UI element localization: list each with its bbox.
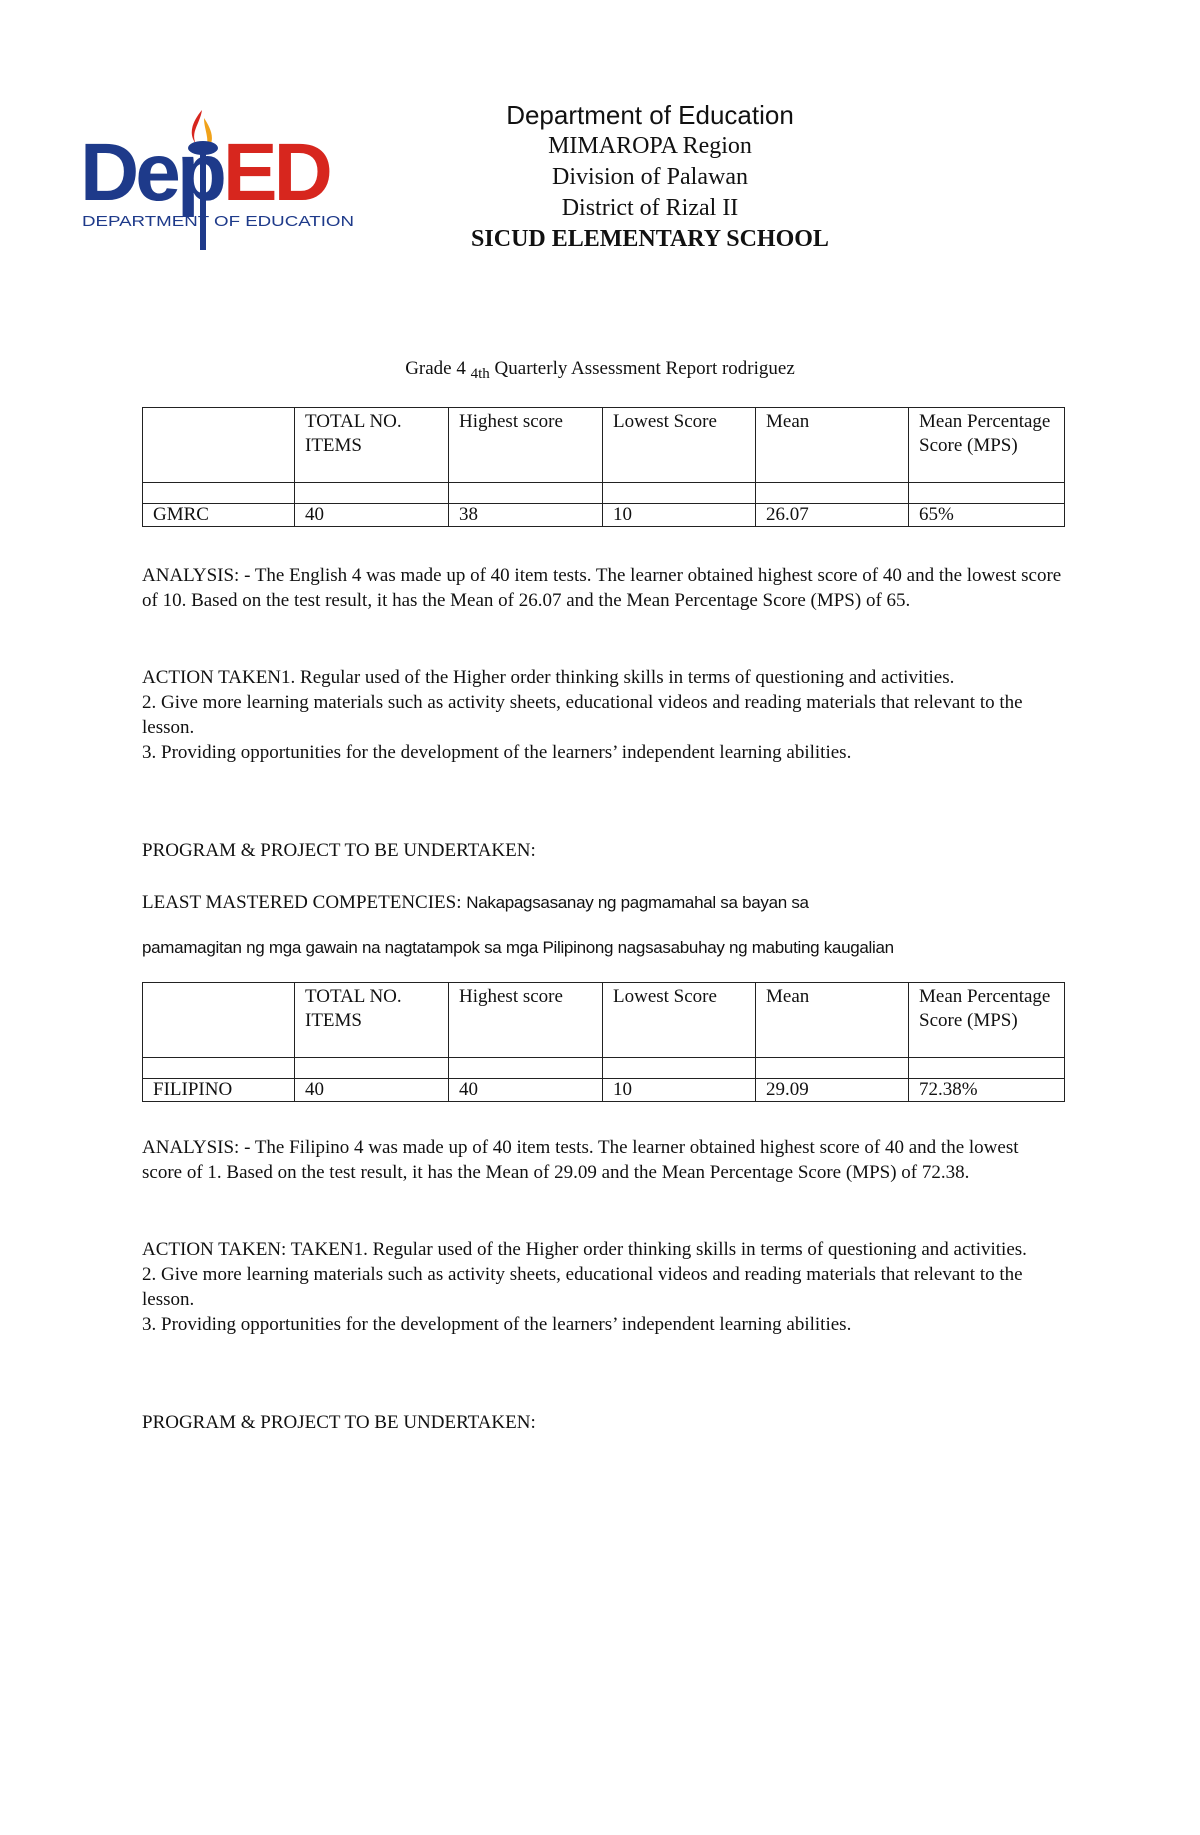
highest-score-cell: 38 [449, 504, 603, 527]
least-mastered-competencies [142, 890, 1062, 915]
header-cell: Mean Percentage Score (MPS) [909, 408, 1065, 483]
school-name: SICUD ELEMENTARY SCHOOL [471, 226, 829, 252]
gmrc-action-taken: ACTION TAKEN1. Regular used of the Higher order thinking skills in terms of questioning and activities. 2. Give more learning materials such as activity sheets, educational videos and reading materials that relevant to the lesson. 3. Providing opportunities for the development of the learners’ independent learning abilities. [142, 667, 1023, 763]
table-row [143, 504, 1065, 527]
mean-cell: 26.07 [756, 504, 909, 527]
total-items-cell: 40 [295, 1079, 449, 1102]
header-cell: Mean [756, 983, 909, 1058]
total-items-cell: 40 [295, 504, 449, 527]
filipino-analysis: ANALYSIS: - The Filipino 4 was made up of 40 item tests. The learner obtained highest score of 40 and the lowest score of 1. Based on the test result, it has the Mean of 29.09 and the Mean Percentage Score (MPS) of 72.38. [142, 1137, 1019, 1183]
lowest-score-cell: 10 [603, 1079, 756, 1102]
lowest-score-cell: 10 [603, 504, 756, 527]
header-cell: Highest score [449, 408, 603, 483]
lmc-continuation: pamamagitan ng mga gawain na nagtatampok sa mga Pilipinong nagsasabuhay ng mabuting kaugalian [142, 938, 894, 957]
blank-row [143, 483, 1065, 504]
district-name: District of Rizal II [561, 195, 739, 221]
logo-text: DepED [80, 127, 329, 218]
header-cell: Highest score [449, 983, 603, 1058]
highest-score-cell: 40 [449, 1079, 603, 1102]
gmrc-analysis: ANALYSIS: - The English 4 was made up of 40 item tests. The learner obtained highest score of 40 and the lowest score of 10. Based on the test result, it has the Mean of 26.07 and the Mean Percentage Score (MPS) of 65. [142, 565, 1062, 611]
table-header-row [143, 983, 1065, 1058]
lmc-label: LEAST MASTERED COMPETENCIES: [142, 892, 467, 913]
header-cell [143, 983, 295, 1058]
header-cell: Mean Percentage Score (MPS) [909, 983, 1065, 1058]
mean-cell: 29.09 [756, 1079, 909, 1102]
division-name: Division of Palawan [552, 164, 748, 190]
report-title: Grade 4 $_{4th}$ Quarterly Assessment Report rodriguez [405, 358, 795, 382]
letterhead [330, 100, 970, 255]
subject-cell: FILIPINO [143, 1079, 295, 1102]
filipino-program: PROGRAM & PROJECT TO BE UNDERTAKEN: [142, 1412, 536, 1433]
header-cell: TOTAL NO. ITEMS [295, 408, 449, 483]
mps-cell: 72.38% [909, 1079, 1065, 1102]
header-cell: Lowest Score [603, 983, 756, 1058]
mps-cell: 65% [909, 504, 1065, 527]
gmrc-score-table [142, 407, 1065, 527]
subject-cell: GMRC [143, 504, 295, 527]
deped-logo [80, 108, 355, 253]
header-cell [143, 408, 295, 483]
department-name: Department of Education [506, 100, 794, 130]
header-cell: TOTAL NO. ITEMS [295, 983, 449, 1058]
table-header-row [143, 408, 1065, 483]
gmrc-program: PROGRAM & PROJECT TO BE UNDERTAKEN: [142, 840, 536, 861]
table-row [143, 1079, 1065, 1102]
header-cell: Mean [756, 408, 909, 483]
region-name: MIMAROPA Region [548, 133, 752, 159]
filipino-action-taken: ACTION TAKEN: TAKEN1. Regular used of the Higher order thinking skills in terms of questioning and activities. 2. Give more learning materials such as activity sheets, educational videos and reading materials that relevant to the lesson. 3. Providing opportunities for the development of the learners’ independent learning abilities. [142, 1239, 1027, 1335]
lmc-text: Nakapagsasanay ng pagmamahal sa bayan sa [466, 893, 809, 912]
blank-row [143, 1058, 1065, 1079]
logo-caption: DEPARTMENT OF EDUCATION [82, 214, 354, 230]
filipino-score-table [142, 982, 1065, 1102]
header-cell: Lowest Score [603, 408, 756, 483]
